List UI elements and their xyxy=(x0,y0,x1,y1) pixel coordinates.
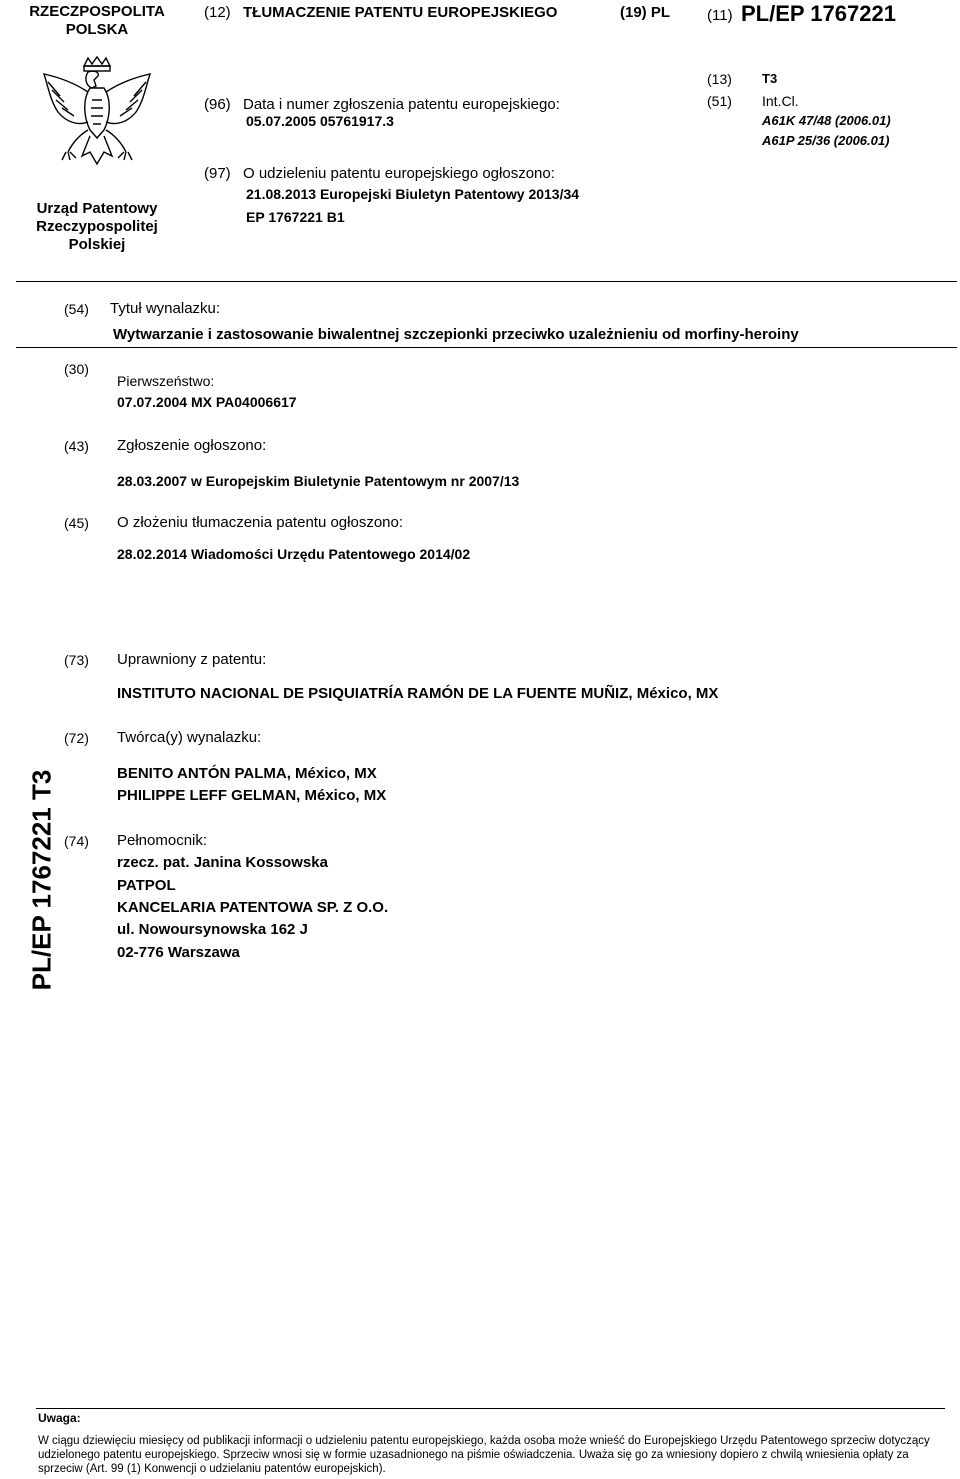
patent-office-name xyxy=(26,200,168,254)
attorney-line2: PATPOL xyxy=(117,877,176,894)
proprietor-label: Uprawniony z patentu: xyxy=(117,651,267,668)
office-line3: Polskiej xyxy=(68,236,126,253)
code-13: (13) xyxy=(707,71,732,87)
attorney-line3: KANCELARIA PATENTOWA SP. Z O.O. xyxy=(117,899,389,916)
inventor-1: BENITO ANTÓN PALMA, México, MX xyxy=(117,765,377,782)
code-12: (12) xyxy=(204,4,231,21)
attorney-line1: rzecz. pat. Janina Kossowska xyxy=(117,854,328,871)
kind-code: T3 xyxy=(762,71,778,86)
country-line2: POLSKA xyxy=(65,21,129,38)
header-divider xyxy=(16,281,957,282)
int-cl-label: Int.Cl. xyxy=(762,93,799,109)
polish-eagle-emblem-icon xyxy=(38,56,156,180)
code-51: (51) xyxy=(707,93,732,109)
attorney-line5: 02-776 Warszawa xyxy=(117,944,240,961)
code-96: (96) xyxy=(204,96,231,113)
application-label: Data i numer zgłoszenia patentu europejskiego: xyxy=(243,96,560,113)
notice-divider xyxy=(36,1408,945,1409)
code-43: (43) xyxy=(64,438,89,454)
country-line1: RZECZPOSPOLITA xyxy=(29,3,165,20)
code-72: (72) xyxy=(64,730,89,746)
grant-publication: EP 1767221 B1 xyxy=(246,209,345,225)
grant-value: 21.08.2013 Europejski Biuletyn Patentowy 2013/34 xyxy=(246,186,580,202)
notice-title: Uwaga: xyxy=(38,1411,81,1425)
side-patent-label: PL/EP 1767221 T3 xyxy=(26,769,57,991)
title-divider xyxy=(16,347,957,348)
priority-value: 07.07.2004 MX PA04006617 xyxy=(117,394,297,410)
translation-label: O złożeniu tłumaczenia patentu ogłoszono: xyxy=(117,514,404,531)
code-74: (74) xyxy=(64,833,89,849)
code-54: (54) xyxy=(64,301,89,317)
priority-label: Pierwszeństwo: xyxy=(117,373,215,389)
code-97: (97) xyxy=(204,165,231,182)
office-line2: Rzeczypospolitej xyxy=(36,218,158,235)
application-value: 05.07.2005 05761917.3 xyxy=(246,113,394,129)
notice-text: W ciągu dziewięciu miesięcy od publikacji informacji o udzieleniu patentu europejskiego, każda osoba może wnieść do Europejskiego Urzędu Patentowego sprzeciw dotyczący udzielonego patentu europejskiego. Sprzeciw wnosi się w formie uzasadnionego na piśmie oświadczenia. Uważa się go za wniesiony dopiero z chwilą wniesienia opłaty za sprzeciw (Art. 99 (1) Konwencji o udzielaniu patentów europejskich). xyxy=(38,1435,930,1475)
application-published-value: 28.03.2007 w Europejskim Biuletynie Patentowym nr 2007/13 xyxy=(117,473,520,489)
code-11: (11) xyxy=(707,7,733,24)
grant-label: O udzieleniu patentu europejskiego ogłoszono: xyxy=(243,165,555,182)
application-published-label: Zgłoszenie ogłoszono: xyxy=(117,437,267,454)
proprietor-value: INSTITUTO NACIONAL DE PSIQUIATRÍA RAMÓN DE LA FUENTE MUÑIZ, México, MX xyxy=(117,685,719,702)
code-45: (45) xyxy=(64,515,89,531)
document-type: TŁUMACZENIE PATENTU EUROPEJSKIEGO xyxy=(243,4,558,21)
country-name xyxy=(26,3,168,39)
int-cl-class2: A61P 25/36 (2006.01) xyxy=(762,133,890,148)
patent-number: PL/EP 1767221 xyxy=(741,1,896,26)
invention-title: Wytwarzanie i zastosowanie biwalentnej szczepionki przeciwko uzależnieniu od morfiny-heroiny xyxy=(113,326,799,343)
translation-value: 28.02.2014 Wiadomości Urzędu Patentowego 2014/02 xyxy=(117,546,471,562)
code-30: (30) xyxy=(64,361,89,377)
code-73: (73) xyxy=(64,652,89,668)
code-19: (19) PL xyxy=(620,4,671,21)
attorney-label: Pełnomocnik: xyxy=(117,832,208,849)
inventor-2: PHILIPPE LEFF GELMAN, México, MX xyxy=(117,787,387,804)
inventors-label: Twórca(y) wynalazku: xyxy=(117,729,262,746)
attorney-line4: ul. Nowoursynowska 162 J xyxy=(117,921,308,938)
title-label: Tytuł wynalazku: xyxy=(110,300,221,317)
office-line1: Urząd Patentowy xyxy=(36,200,158,217)
int-cl-class1: A61K 47/48 (2006.01) xyxy=(762,113,891,128)
